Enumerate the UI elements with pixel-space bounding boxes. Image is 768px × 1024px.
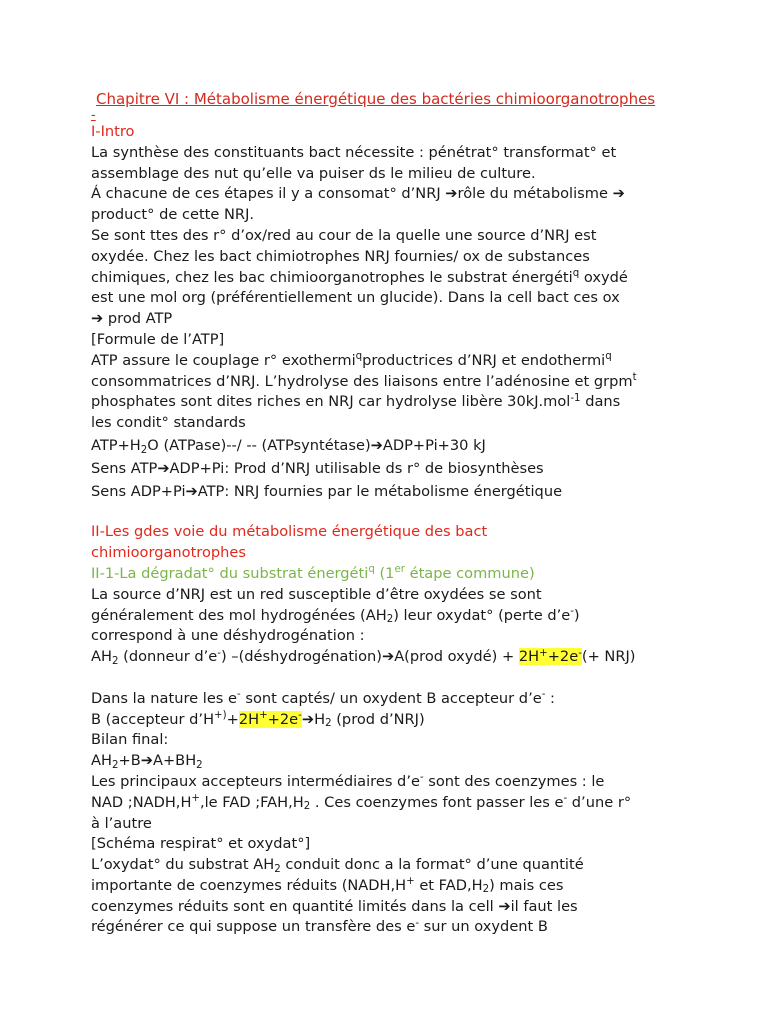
s2-p5-text-g: il faut les — [510, 897, 578, 915]
arrow-right-icon: ➔ — [185, 482, 198, 500]
s2-p5-text-c: importante de coenzymes réduits (NADH,H — [91, 876, 407, 894]
intro-heading: I-Intro — [91, 123, 135, 140]
superscript-plus: + — [259, 709, 268, 721]
atp-eq-text-b: O — [147, 436, 164, 454]
subscript-2: 2 — [482, 884, 490, 896]
atp-direction-text-b: ADP+Pi: Prod d’NRJ utilisable ds r° de biosynthèses — [169, 459, 544, 477]
section2-p3-line1 — [91, 772, 728, 793]
deh-eq-text-c: ) –(déshydrogénation) — [220, 648, 382, 666]
acc-eq-text-b: + — [226, 710, 239, 728]
intro-p3-text-a: chimiques, chez les bac chimioorganotrophes le substrat énergéti — [91, 268, 573, 286]
hl-text-b: +2e — [267, 710, 299, 728]
s2-p3-text-c: NAD ;NADH,H — [91, 793, 192, 811]
bilan-text-c: A+BH — [152, 752, 197, 770]
spacer — [91, 502, 728, 522]
atp-direction-text-a: Sens ATP — [91, 459, 158, 477]
hl-text-a: 2H — [238, 710, 260, 728]
intro-p5-line2 — [91, 372, 728, 393]
arrow-right-icon: ➔ — [445, 185, 458, 203]
superscript-minus: - — [419, 772, 424, 784]
highlighted-2h-2e — [519, 648, 582, 665]
intro-p5-line4: les condit° standards — [91, 414, 246, 432]
subscript-2: 2 — [303, 801, 311, 813]
arrow-right-icon: ➔ — [140, 752, 153, 770]
acc-eq-text-d: (prod d’NRJ) — [331, 710, 425, 728]
intro-p5-text-c: consommatrices d’NRJ. L’hydrolyse des liaisons entre l’adénosine et grpm — [91, 372, 633, 390]
deh-eq-text-e: (+ NRJ) — [581, 648, 636, 666]
s2-p3-text-f: d’une r° — [567, 793, 632, 811]
arrow-right-icon: ➔ — [612, 185, 625, 203]
subscript-2: 2 — [140, 444, 148, 456]
section2-heading-line1: II-Les gdes voie du métabolisme énergétique des bact — [91, 523, 488, 541]
superscript-q: q — [368, 564, 375, 576]
bilan-equation — [91, 751, 728, 772]
intro-p1-line2: assemblage des nut qu’elle va puiser ds le milieu de culture. — [91, 164, 536, 182]
superscript-minus: - — [415, 917, 420, 929]
atp-eq-text-a: ATP+H — [91, 436, 141, 454]
superscript-minus: - — [237, 689, 241, 701]
superscript-minus: - — [563, 793, 568, 805]
section2-heading-line2: chimioorganotrophes — [91, 544, 247, 562]
intro-p5-line1 — [91, 351, 728, 372]
atp-formula-placeholder: [Formule de l’ATP] — [91, 330, 225, 348]
s2-p2-text-b: sont captés/ un oxydent B accepteur d’e — [240, 689, 542, 707]
deh-eq-text-b: (donneur d’e — [118, 648, 218, 666]
arrow-right-icon: ➔ — [381, 648, 395, 666]
subheading-text-c: étape commune) — [404, 564, 535, 582]
subscript-2: 2 — [325, 718, 332, 730]
hl-text-b: +2e — [547, 648, 579, 666]
s2-p5-text-e: ) mais ces — [489, 876, 564, 894]
intro-p5-text-a: ATP assure le couplage r° exothermi — [91, 351, 356, 369]
s2-p5-text-i: sur un oxydent B — [419, 918, 548, 936]
bilan-label: Bilan final: — [91, 731, 169, 749]
superscript-q: q — [572, 267, 580, 279]
s2-p5-text-d: et FAD,H — [414, 876, 483, 894]
subheading-text-a: II-1-La dégradat° du substrat énergéti — [91, 564, 369, 582]
atp-eq-text-d: ADP+Pi+30 kJ — [382, 436, 486, 454]
s2-p1-text-a: généralement des mol hydrogénées (AH — [91, 606, 387, 624]
section2-p5-line2 — [91, 876, 728, 897]
intro-p3-line5 — [91, 309, 728, 330]
subscript-2: 2 — [274, 863, 281, 875]
section2-p1-line3: correspond à une déshydrogénation : — [91, 627, 365, 645]
superscript-q: q — [605, 351, 612, 363]
section2-p3-line3: à l’autre — [91, 814, 152, 832]
title-dash: - — [91, 108, 96, 123]
subscript-2: 2 — [111, 759, 119, 771]
intro-p2-text-b: rôle du métabolisme — [457, 185, 613, 203]
intro-p3-text-c: prod ATP — [103, 310, 173, 328]
section2-p1-line1: La source d’NRJ est un red susceptible d’être oxydées se sont — [91, 585, 542, 603]
superscript-minus-one: -1 — [570, 392, 581, 404]
section2-p3-line2 — [91, 793, 728, 814]
subscript-2: 2 — [386, 614, 394, 626]
acc-eq-text-a: B (accepteur d’H — [91, 710, 215, 728]
arrow-right-icon: ➔ — [301, 710, 315, 728]
section2-subheading — [91, 564, 728, 585]
intro-p5-text-b: productrices d’NRJ et endothermi — [362, 351, 606, 369]
atp-eq-text-c: (ATPase)--/ -- (ATPsyntétase) — [163, 436, 371, 454]
section2-p2 — [91, 689, 728, 710]
intro-p3-line3 — [91, 268, 728, 289]
acc-eq-text-c: H — [314, 710, 326, 728]
superscript-minus: - — [217, 647, 221, 659]
s2-p2-text-a: Dans la nature les e — [91, 689, 238, 707]
superscript-plus-paren: +) — [214, 709, 227, 721]
adp-direction-text-a: Sens ADP+Pi — [91, 482, 186, 500]
superscript-plus: + — [191, 793, 200, 805]
intro-p5-text-e: dans — [580, 393, 621, 411]
dehydrogenation-equation — [91, 647, 728, 668]
superscript-minus: - — [298, 709, 302, 721]
schema-placeholder: [Schéma respirat° et oxydat°] — [91, 835, 311, 853]
deh-eq-text-a: AH — [91, 648, 112, 666]
section2-p5-line4 — [91, 917, 728, 938]
intro-p2-line1 — [91, 184, 728, 205]
s2-p5-text-a: L’oxydat° du substrat AH — [91, 856, 275, 874]
adp-direction-line — [91, 482, 728, 503]
s2-p3-text-a: Les principaux accepteurs intermédiaires d’e — [91, 772, 420, 790]
intro-p5-line3 — [91, 392, 728, 413]
s2-p5-text-f: coenzymes réduits sont en quantité limités dans la cell — [91, 897, 499, 915]
s2-p3-text-b: sont des coenzymes : le — [423, 772, 605, 790]
superscript-minus: - — [578, 647, 582, 659]
arrow-right-icon: ➔ — [157, 459, 170, 477]
bilan-text-b: +B — [118, 752, 141, 770]
bilan-text-a: AH — [91, 752, 112, 770]
atp-equation — [91, 436, 728, 457]
subscript-2: 2 — [196, 759, 203, 771]
intro-p2-line2: product° de cette NRJ. — [91, 206, 255, 224]
intro-p3-line4: est une mol org (préférentiellement un glucide). Dans la cell bact ces ox — [91, 289, 620, 307]
s2-p3-text-e: . Ces coenzymes font passer les e — [310, 793, 564, 811]
s2-p3-text-d: ,le FAD ;FAH,H — [199, 793, 304, 811]
superscript-t: t — [632, 371, 637, 383]
superscript-minus: - — [541, 689, 546, 701]
superscript-plus: + — [406, 876, 415, 888]
chapter-title: Chapitre VI : Métabolisme énergétique des bactéries chimioorganotrophes — [96, 90, 656, 108]
section2-p5-line3 — [91, 897, 728, 918]
subscript-2: 2 — [111, 655, 119, 667]
s2-p2-text-c: : — [545, 689, 555, 707]
intro-p3-line1: Se sont ttes des r° d’ox/red au cour de la quelle une source d’NRJ est — [91, 226, 597, 244]
adp-direction-text-b: ATP: NRJ fournies par le métabolisme énergétique — [197, 482, 563, 500]
acceptor-equation — [91, 710, 728, 731]
arrow-right-icon: ➔ — [498, 897, 511, 915]
arrow-right-icon: ➔ — [370, 436, 383, 454]
highlighted-2h-2e — [239, 711, 302, 728]
atp-direction-line — [91, 459, 728, 480]
section2-p1-line2 — [91, 606, 728, 627]
intro-p2-text-a: Á chacune de ces étapes il y a consomat° d’NRJ — [91, 185, 446, 203]
s2-p1-text-c: ) — [573, 606, 580, 624]
deh-eq-text-d: A(prod oxydé) + — [394, 648, 519, 666]
superscript-minus: - — [570, 605, 574, 617]
intro-p1-line1: La synthèse des constituants bact nécessite : pénétrat° transformat° et — [91, 143, 617, 161]
intro-p5-text-d: phosphates sont dites riches en NRJ car hydrolyse libère 30kJ.mol — [91, 393, 571, 411]
superscript-er: er — [394, 564, 405, 576]
subheading-text-b: (1 — [374, 564, 395, 582]
superscript-q: q — [355, 351, 363, 363]
hl-text-a: 2H — [518, 648, 540, 666]
intro-p3-text-b: oxydé — [579, 268, 628, 286]
s2-p5-text-h: régénérer ce qui suppose un transfère des e — [91, 918, 416, 936]
s2-p5-text-b: conduit donc a la format° d’une quantité — [280, 856, 584, 874]
superscript-plus: + — [539, 647, 548, 659]
intro-p3-line2: oxydée. Chez les bact chimiotrophes NRJ fournies/ ox de substances — [91, 247, 590, 265]
arrow-right-icon: ➔ — [91, 310, 104, 328]
spacer — [91, 668, 728, 689]
section2-p5-line1 — [91, 855, 728, 876]
s2-p1-text-b: ) leur oxydat° (perte d’e — [393, 606, 571, 624]
